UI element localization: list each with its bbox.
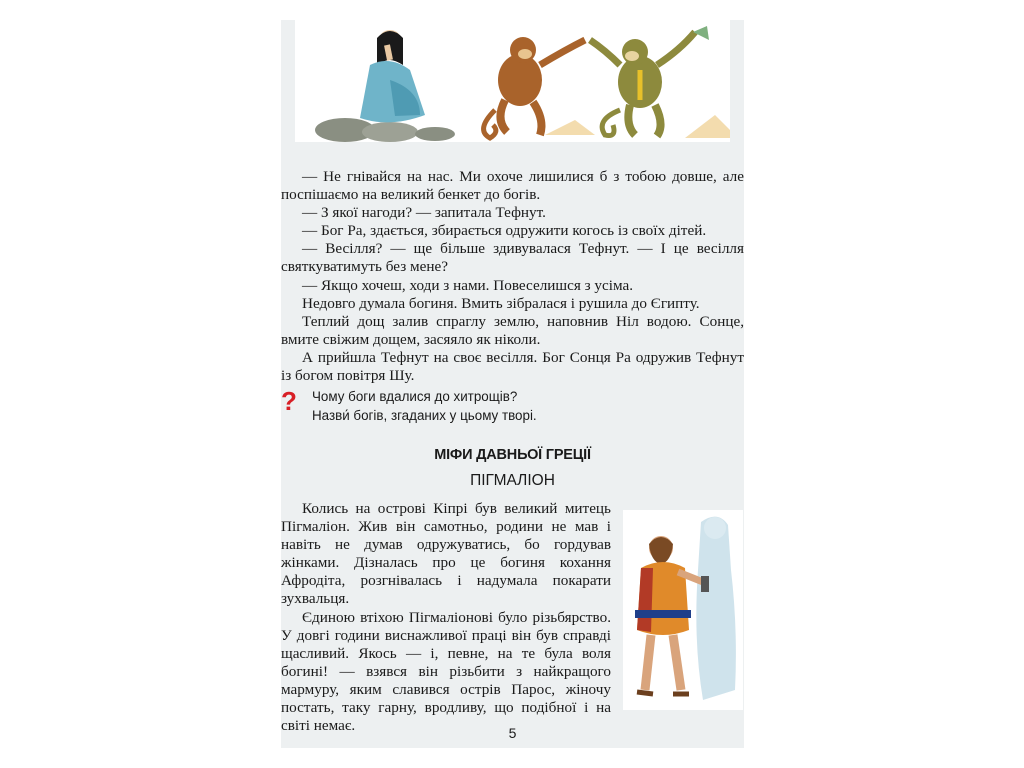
paragraph: Недовго думала богиня. Вмить зібралася і рушила до Єгипту. <box>302 294 700 312</box>
paragraph: Теплий дощ залив спраглу землю, наповнив Ніл водою. Сонце, вмите свіжим дощем, засяяло як ніколи. <box>281 312 744 348</box>
paragraph: — Якщо хочеш, ходи з нами. Повеселишся з усіма. <box>302 276 634 294</box>
woman-and-monkeys-illustration <box>295 20 730 142</box>
top-text <box>281 168 744 385</box>
question-item: Чому боги вдалися до хитрощів? <box>312 389 518 404</box>
story-title: ПІГМАЛІОН <box>470 472 555 489</box>
section-title: МІФИ ДАВНЬОЇ ГРЕЦІЇ <box>434 447 591 463</box>
story-text <box>281 500 611 735</box>
question-item: Назви́ богів, згаданих у цьому творі. <box>312 407 537 423</box>
paragraph: Колись на острові Кіпрі був великий митець Пігмаліон. Жив він самотньо, родини не мав і навіть не думав одружуватись, бо гордував жінками. Дізналась про це богиня кохання Афродіта, розгнівалась і надумала покарати зухвальця. <box>281 500 611 608</box>
paragraph: А прийшла Тефнут на своє весілля. Бог Сонця Ра одружив Тефнут із богом повітря Шу. <box>281 348 744 385</box>
pygmalion-sculptor-illustration <box>623 510 743 710</box>
question-mark-icon: ? <box>281 386 297 416</box>
book-page <box>281 20 744 748</box>
page-number: 5 <box>508 725 517 741</box>
paragraph: — Бог Ра, здається, збирається одружити когось із своїх дітей. <box>302 222 707 240</box>
paragraph: Єдиною втіхою Пігмаліонові було різьбярство. У довгі години виснажливої праці він був справді щасливий. Якось — і, певне, на те була воля богині! — взявся він різьбити з найкращого мармуру, яким славився острів Парос, жіночу постать, таку гарну, вродливу, що подібної і на світі немає. <box>281 608 611 735</box>
paragraph: — Весілля? — ще більше здивувалася Тефнут. — І це весілля святкуватимуть без мене? <box>281 240 744 276</box>
paragraph: — Не гнівайся на нас. Ми охоче лишилися б з тобою довше, але поспішаємо на великий бенкет до богів. <box>281 168 744 204</box>
paragraph: — З якої нагоди? — запитала Тефнут. <box>302 204 546 222</box>
